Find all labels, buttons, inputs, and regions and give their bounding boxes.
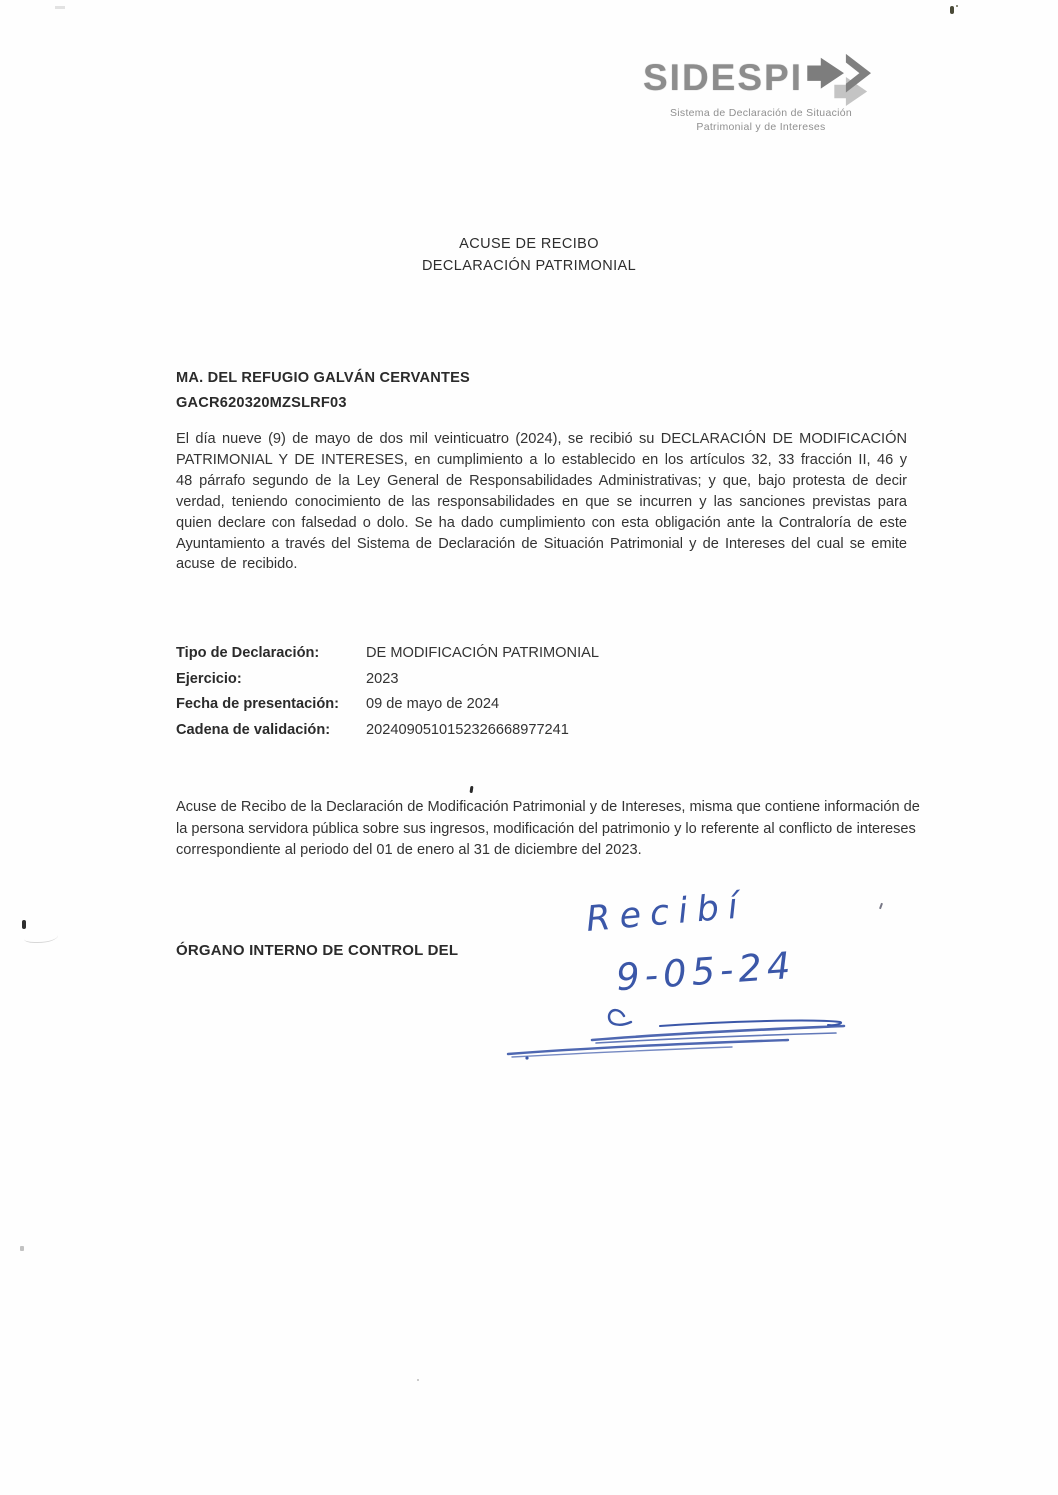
office-line: ÓRGANO INTERNO DE CONTROL DEL: [176, 942, 459, 959]
logo-wordmark: SIDESPI: [643, 57, 803, 98]
declaration-fields: [176, 641, 599, 743]
title-line2: DECLARACIÓN PATRIMONIAL: [421, 258, 637, 274]
scan-artifact: [22, 920, 26, 929]
logo-tagline-line1: Sistema de Declaración de Situación: [669, 107, 853, 119]
field-value: DE MODIFICACIÓN PATRIMONIAL: [366, 645, 599, 661]
field-label: Tipo de Declaración:: [176, 645, 320, 661]
scan-artifact: [470, 786, 474, 793]
field-value: 09 de mayo de 2024: [366, 696, 500, 713]
handwritten-date: 9-05-24: [614, 943, 797, 1000]
double-right-arrow-icon: [807, 50, 879, 106]
recipient-curp: GACR620320MZSLRF03: [176, 395, 347, 411]
title-line1: ACUSE DE RECIBO: [459, 236, 599, 252]
field-label: Cadena de validación:: [176, 721, 331, 738]
field-value: 2023: [366, 670, 399, 687]
scan-artifact: [55, 6, 65, 9]
scan-artifact: [20, 1246, 24, 1251]
field-tipo-declaracion: [176, 641, 599, 667]
handwritten-recibi: Recibí: [584, 886, 749, 940]
recipient-block: [176, 366, 470, 416]
field-cadena-validacion: [176, 718, 599, 744]
body-paragraph: El día nueve (9) de mayo de dos mil veinticuatro (2024), se recibió su DECLARACIÓN DE MODIFICACIÓN PATRIMONIAL Y DE INTERESES, en cumplimiento a lo establecido en los artículos 32, 33 fracción II, 46 y 48 párrafo segundo de la Ley General de Responsabilidades Administrativas; y que, bajo protesta de decir verdad, teniendo conocimiento de las responsabilidades en que se incurren y las sanciones previstas para quien declare con falsedad o dolo. Se ha dado cumplimiento con esta obligación ante la Contraloría de este Ayuntamiento a través del Sistema de Declaración de Situación Patrimonial y de Intereses del cual se emite acuse de recibido.: [176, 431, 907, 573]
scan-artifact: [950, 6, 954, 14]
scan-artifact: [956, 5, 958, 7]
field-label: Fecha de presentación:: [176, 696, 340, 713]
field-value: 2024090510152326668977241: [366, 721, 569, 738]
logo-tagline-line2: Patrimonial y de Intereses: [696, 121, 826, 133]
field-fecha-presentacion: [176, 692, 599, 718]
scan-artifact: [24, 930, 58, 943]
signature-scribble: [500, 1000, 852, 1062]
sidespi-logo: [643, 50, 872, 134]
summary-paragraph: Acuse de Recibo de la Declaración de Modificación Patrimonial y de Intereses, misma que contiene información de la persona servidora pública sobre sus ingresos, modificación del patrimonio y lo referente al conflicto de intereses correspondiente al periodo del 01 de enero al 31 de diciembre del 2023.: [176, 799, 920, 859]
recipient-name: MA. DEL REFUGIO GALVÁN CERVANTES: [176, 370, 470, 386]
field-ejercicio: [176, 667, 599, 693]
scan-artifact: [879, 903, 883, 909]
field-label: Ejercicio:: [176, 670, 242, 687]
scan-artifact: [417, 1379, 419, 1381]
document-title: [0, 233, 1058, 277]
